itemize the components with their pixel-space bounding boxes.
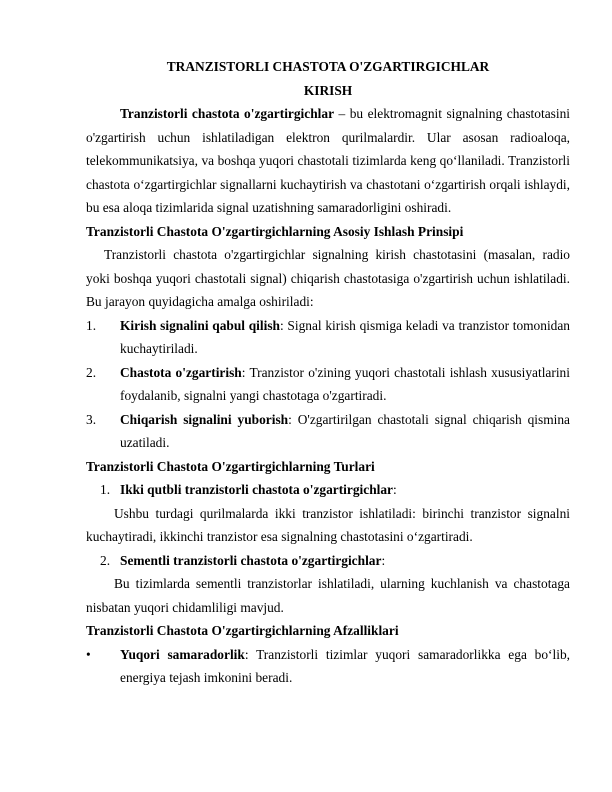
list-item-lead: Chastota o'zgartirish	[120, 364, 242, 380]
list-item	[86, 314, 570, 361]
list-number: 1.	[86, 317, 97, 333]
heading-types: Tranzistorli Chastota O'zgartirgichlarning Turlari	[86, 458, 375, 474]
list-number: 2.	[100, 552, 111, 568]
types-paragraph-1: Ushbu turdagi qurilmalarda ikki tranzistor ishlatiladi: birinchi tranzistor signalni kuchaytiradi, ikkinchi tranzistor esa signalning chastotasini o‘zgartiradi.	[86, 505, 570, 544]
list-item-lead: Yuqori samaradorlik	[120, 646, 245, 662]
types-paragraph-2: Bu tizimlarda sementli tranzistorlar ishlatiladi, ularning kuchlanish va chastotaga nisbatan yuqori chidamliligi mavjud.	[86, 576, 570, 615]
list-item: 2. Sementli tranzistorli chastota o'zgartirgichlar:	[86, 549, 570, 573]
list-number: 2.	[86, 364, 97, 380]
heading-principle: Tranzistorli Chastota O'zgartirgichlarning Asosiy Ishlash Prinsipi	[86, 223, 464, 239]
list-item	[86, 408, 570, 455]
intro-paragraph	[86, 102, 570, 220]
list-item	[86, 361, 570, 408]
list-item-lead: Sementli tranzistorli chastota o'zgartirgichlar	[120, 552, 382, 568]
list-item: 1. Ikki qutbli tranzistorli chastota o'zgartirgichlar:	[86, 478, 570, 502]
bullet-icon: •	[86, 646, 91, 662]
intro-text: – bu elektromagnit signalning chastotasini o'zgartirish uchun ishlatiladigan elektron qurilmalardir. Ular asosan radioaloqa, telekommunikatsiya, va boshqa yuqori chastotali tizimlarda keng qo‘llaniladi. Tranzistorli chastota o‘zgartirgichlar signallarni kuchaytirish va chastotani o‘zgartirish orqali ishlaydi, bu esa aloqa tizimlarida signal uzatishning samaradorligini oshiradi.	[86, 106, 570, 215]
list-item-text: : Tranzistorli tizimlar yuqori samaradorlikka ega bo‘lib, energiya tejash imkonini beradi.	[120, 646, 570, 685]
list-number: 3.	[86, 411, 97, 427]
list-item-lead: Chiqarish signalini yuborish	[120, 411, 289, 427]
section-title-kirish: KIRISH	[303, 82, 353, 98]
list-item	[86, 643, 570, 690]
document-body	[86, 55, 570, 690]
intro-lead: Tranzistorli chastota o'zgartirgichlar	[120, 106, 335, 121]
list-item-text: : Tranzistor o'zining yuqori chastotali ishlash xususiyatlarini foydalanib, signalni yangi chastotaga o'zgartiradi.	[120, 364, 570, 403]
list-item-lead: Kirish signalini qabul qilish	[120, 317, 280, 333]
list-item-text: : O'zgartirilgan chastotali signal chiqarish qismina uzatiladi.	[120, 411, 571, 450]
list-item-lead: Ikki qutbli tranzistorli chastota o'zgartirgichlar	[120, 482, 394, 497]
document-title: TRANZISTORLI CHASTOTA O'ZGARTIRGICHLAR	[166, 59, 490, 74]
principle-paragraph: Tranzistorli chastota o'zgartirgichlar signalning kirish chastotasini (masalan, radio yoki boshqa yuqori chastotali signal) chiqarish chastotasiga o'zgartirish uchun ishlatiladi. Bu jarayon quyidagicha amalga oshiriladi:	[86, 247, 570, 309]
list-number: 1.	[100, 482, 111, 497]
list-item-text: : Signal kirish qismiga keladi va tranzistor tomonidan kuchaytiriladi.	[120, 317, 571, 356]
heading-advantages: Tranzistorli Chastota O'zgartirgichlarning Afzalliklari	[86, 623, 399, 638]
